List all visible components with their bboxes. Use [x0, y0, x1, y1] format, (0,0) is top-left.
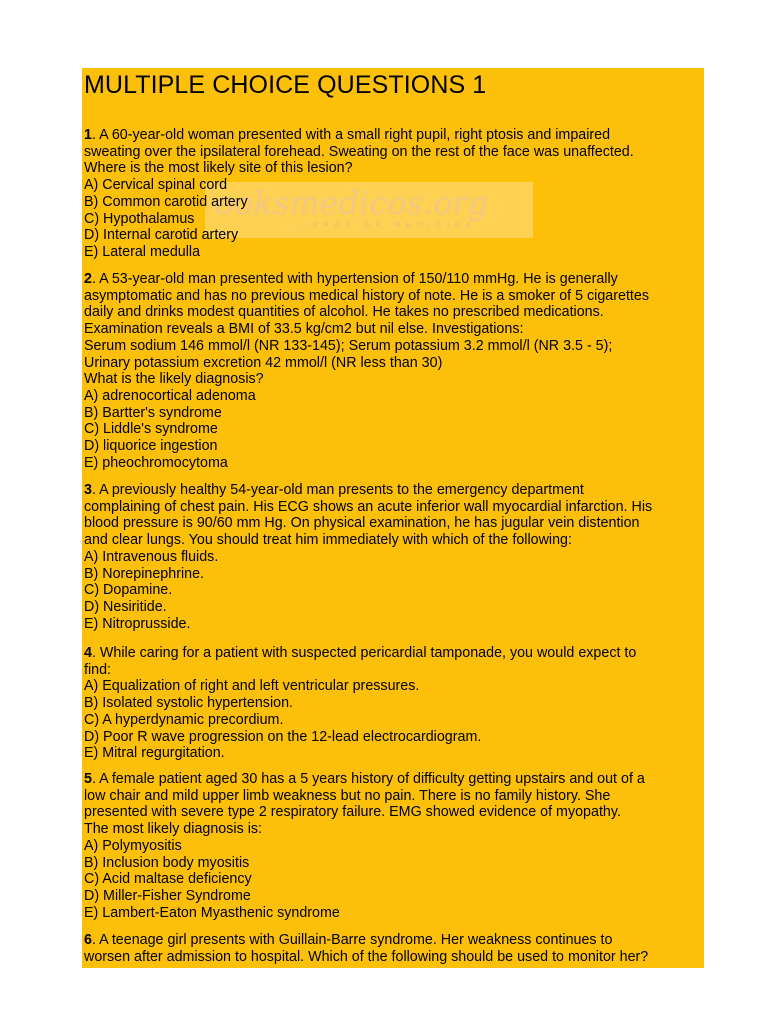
question-stem-line: worsen after admission to hospital. Which of the following should be used to monitor her? — [84, 948, 649, 965]
question-stem-line: 5. A female patient aged 30 has a 5 years history of difficulty getting upstairs and out of a — [84, 771, 645, 787]
question-number: 5 — [84, 771, 92, 787]
question-3 — [84, 482, 652, 632]
question-number: 6 — [84, 932, 92, 948]
question-stem-line: sweating over the ipsilateral forehead. Sweating on the rest of the face was unaffected. — [84, 143, 634, 160]
question-stem-line: Where is the most likely site of this lesion? — [84, 160, 353, 177]
answer-option: A) adrenocortical adenoma — [84, 387, 256, 404]
question-4 — [84, 645, 636, 762]
answer-option: E) Nitroprusside. — [84, 615, 191, 632]
document-page — [82, 68, 704, 968]
question-number: 1 — [84, 127, 92, 143]
answer-option: C) Acid maltase deficiency — [84, 871, 252, 888]
question-stem-line: Examination reveals a BMI of 33.5 kg/cm2 but nil else. Investigations: — [84, 321, 524, 338]
page-title: MULTIPLE CHOICE QUESTIONS 1 — [84, 71, 487, 99]
question-stem-line: 1. A 60-year-old woman presented with a small right pupil, right ptosis and impaired — [84, 127, 611, 143]
question-stem-line: What is the likely diagnosis? — [84, 371, 264, 388]
question-stem-line: The most likely diagnosis is: — [84, 821, 262, 838]
answer-option: B) Isolated systolic hypertension. — [84, 695, 293, 712]
question-stem-line: Serum sodium 146 mmol/l (NR 133-145); Serum potassium 3.2 mmol/l (NR 3.5 - 5); — [84, 337, 613, 354]
answer-option: A) Polymyositis — [84, 837, 182, 854]
answer-option: D) Internal carotid artery — [84, 227, 239, 244]
watermark-subtitle: LIBROS DE MEDICINA — [295, 222, 477, 229]
answer-option: A) Intravenous fluids. — [84, 548, 219, 565]
question-stem-line: asymptomatic and has no previous medical history of note. He is a smoker of 5 cigarettes — [84, 287, 649, 304]
answer-option: A) Cervical spinal cord — [84, 177, 228, 194]
answer-option: B) Inclusion body myositis — [84, 854, 250, 871]
answer-option: C) Hypothalamus — [84, 210, 195, 227]
question-1 — [84, 127, 634, 261]
question-number: 2 — [84, 271, 92, 287]
question-stem-line: complaining of chest pain. His ECG shows an acute inferior wall myocardial infarction. His — [84, 498, 653, 515]
answer-option: A) Equalization of right and left ventricular pressures. — [84, 678, 420, 695]
question-stem-line: low chair and mild upper limb weakness but no pain. There is no family history. She — [84, 787, 611, 804]
question-number: 3 — [84, 482, 92, 498]
question-6 — [84, 932, 648, 965]
answer-option: D) liquorice ingestion — [84, 438, 218, 455]
question-stem-line: daily and drinks modest quantities of alcohol. He takes no prescribed medications. — [84, 304, 604, 321]
question-stem-line: find: — [84, 661, 112, 678]
question-stem-line: blood pressure is 90/60 mm Hg. On physical examination, he has jugular vein distention — [84, 515, 640, 532]
question-stem-line: 2. A 53-year-old man presented with hypertension of 150/110 mmHg. He is generally — [84, 271, 618, 287]
answer-option: E) pheochromocytoma — [84, 454, 228, 471]
answer-option: B) Bartter's syndrome — [84, 404, 222, 421]
answer-option: D) Nesiritide. — [84, 598, 167, 615]
answer-option: C) A hyperdynamic precordium. — [84, 711, 284, 728]
question-stem-line: presented with severe type 2 respiratory failure. EMG showed evidence of myopathy. — [84, 804, 621, 821]
answer-option: E) Lambert-Eaton Myasthenic syndrome — [84, 904, 340, 921]
answer-option: E) Lateral medulla — [84, 243, 201, 260]
answer-option: C) Liddle's syndrome — [84, 421, 218, 438]
question-number: 4 — [84, 645, 92, 661]
question-stem-line: and clear lungs. You should treat him immediately with which of the following: — [84, 532, 572, 549]
question-stem-line: 4. While caring for a patient with suspected pericardial tamponade, you would expect to — [84, 645, 637, 661]
answer-option: C) Dopamine. — [84, 582, 173, 599]
question-stem-line: Urinary potassium excretion 42 mmol/l (NR less than 30) — [84, 354, 443, 371]
answer-option: D) Poor R wave progression on the 12-lead electrocardiogram. — [84, 728, 482, 745]
question-2 — [84, 271, 649, 471]
answer-option: B) Norepinephrine. — [84, 565, 205, 582]
answer-option: E) Mitral regurgitation. — [84, 745, 225, 762]
answer-option: D) Miller-Fisher Syndrome — [84, 887, 251, 904]
answer-option: B) Common carotid artery — [84, 193, 248, 210]
question-5 — [84, 771, 645, 921]
question-stem-line: 6. A teenage girl presents with Guillain-Barre syndrome. Her weakness continues to — [84, 932, 613, 948]
watermark-text: ooksmedicos.org — [215, 184, 489, 222]
question-stem-line: 3. A previously healthy 54-year-old man presents to the emergency department — [84, 482, 584, 498]
